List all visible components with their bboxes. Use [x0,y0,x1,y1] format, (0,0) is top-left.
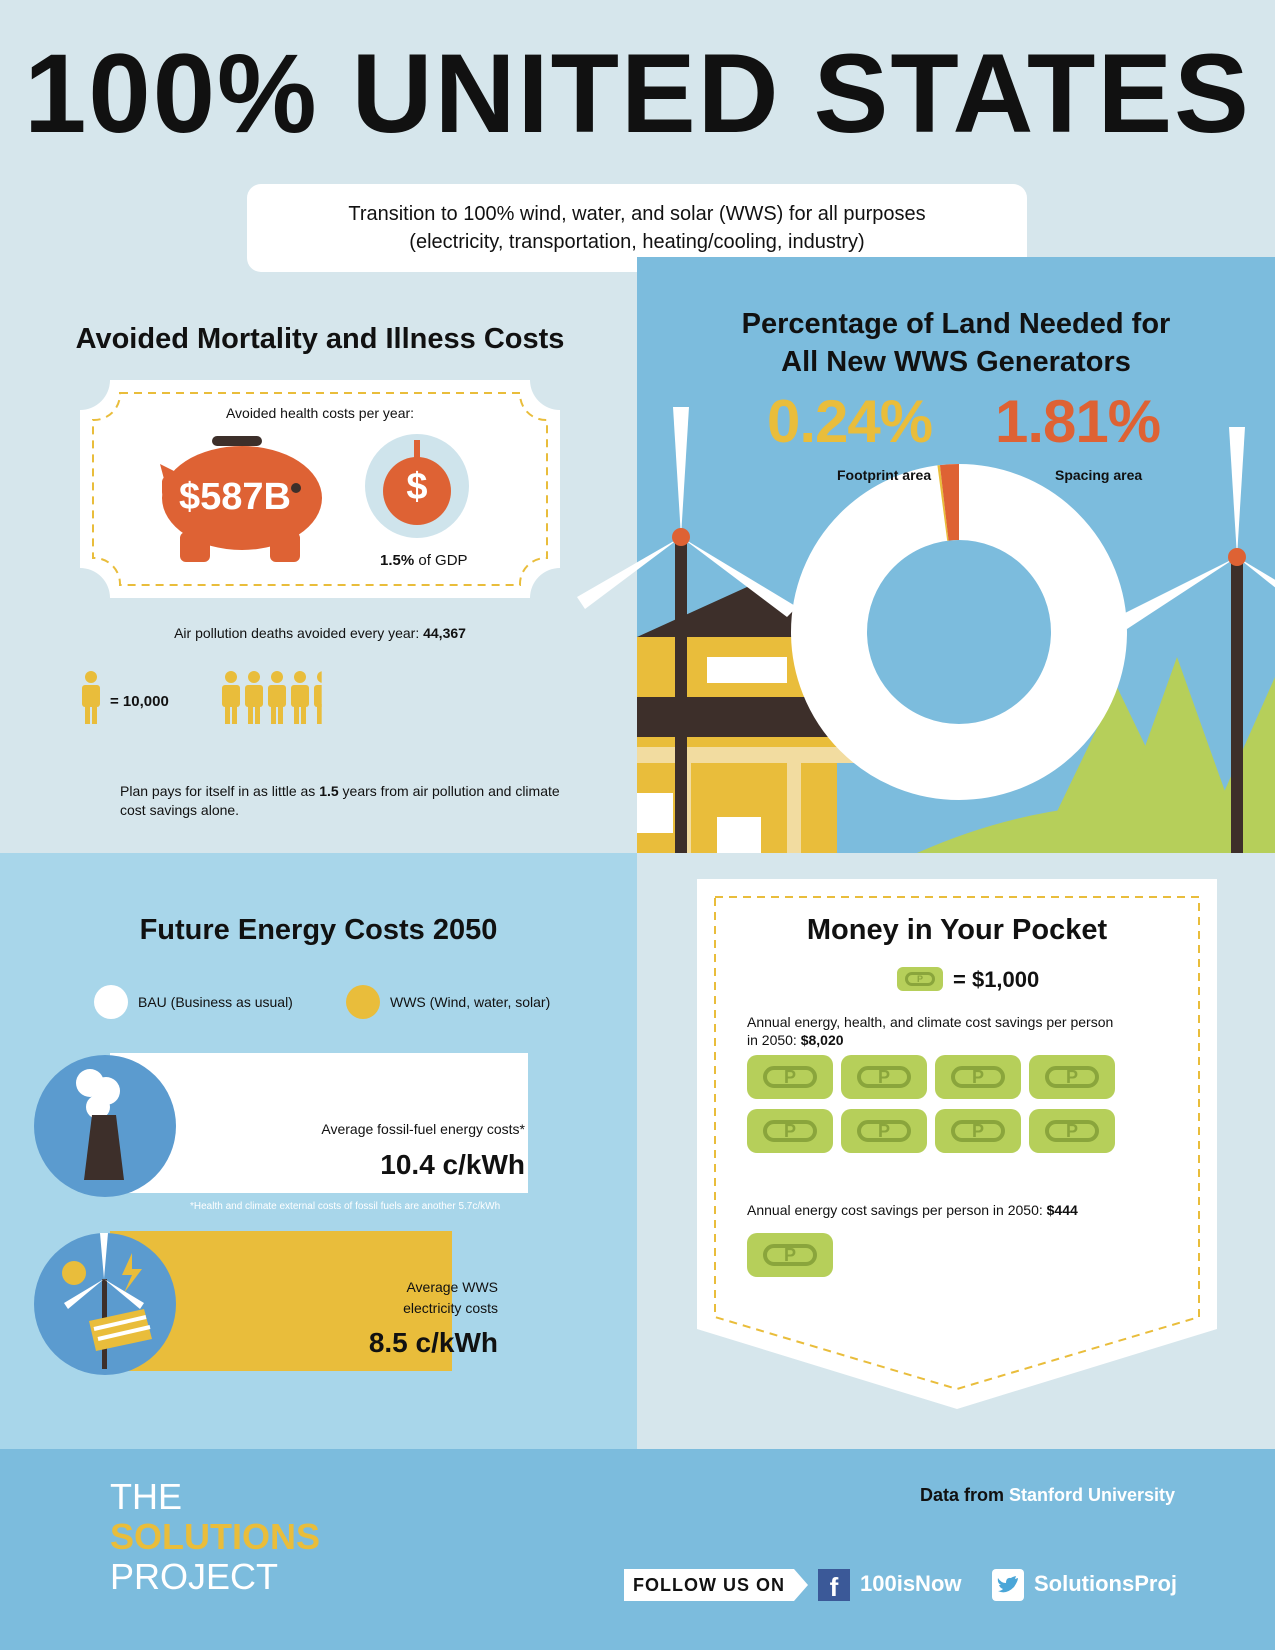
pocket-title: Money in Your Pocket [806,914,1108,946]
twitter-icon[interactable] [992,1569,1024,1601]
wws-label [300,1277,498,1319]
wws-label-line-1: Average WWS [406,1279,498,1295]
pocket-panel [637,853,1275,1449]
money-bill: P [747,1109,833,1153]
person-icon [268,671,286,724]
page-title: 100% UNITED STATES [24,31,1251,156]
deaths-label: Air pollution deaths avoided every year: [174,625,420,641]
health-value: $587B [179,476,291,518]
person-icon [291,671,309,724]
logo [110,1477,320,1597]
payback-years: 1.5 [319,783,339,799]
facebook-link[interactable]: 100isNow [860,1571,962,1596]
money-bill: P [1029,1055,1115,1099]
energy-costs-panel [0,853,637,1449]
energy-savings-value: $444 [1046,1202,1078,1218]
payback-pre: Plan pays for itself in as little as [120,783,320,799]
footprint-label: Footprint area [837,467,932,483]
data-source-link[interactable]: Stanford University [1009,1485,1176,1505]
money-bill: P [841,1055,927,1099]
coin-symbol: $ [406,466,428,508]
health-costs-label: Avoided health costs per year: [225,405,415,421]
logo-line-3: PROJECT [110,1556,279,1597]
person-icon [222,671,240,724]
wws-value: 8.5 c/kWh [368,1327,498,1358]
legend-bau-dot [94,985,128,1019]
land-panel [637,257,1275,853]
money-bill: P [747,1055,833,1099]
land-title [637,305,1275,381]
spacing-value: 1.81% [995,388,1161,455]
data-credit [920,1485,1175,1506]
money-bill: P [935,1055,1021,1099]
subtitle-line-1: Transition to 100% wind, water, and solar (WWS) for all purposes [348,203,926,225]
money-bill: P [1029,1109,1115,1153]
spacing-label: Spacing area [1055,467,1143,483]
logo-line-2: SOLUTIONS [110,1516,321,1557]
costs-title: Future Energy Costs 2050 [139,914,498,946]
savings-value: $8,020 [800,1032,844,1048]
renewables-icon [34,1233,176,1375]
data-from: Data from [920,1485,1010,1505]
land-title-line-1: Percentage of Land Needed for [741,308,1171,340]
follow-us-label: FOLLOW US ON [624,1569,794,1601]
savings-text [747,1013,1167,1049]
bill-unit-label: = $1,000 [953,967,1040,992]
fossil-footnote: *Health and climate external costs of fossil fuels are another 5.7c/kWh [190,1201,501,1212]
bill-unit-icon [897,967,943,991]
footer [0,1449,1275,1650]
twitter-link[interactable]: SolutionsProj [1034,1571,1177,1596]
bill-unit-letter: P [905,972,935,986]
fossil-label: Average fossil-fuel energy costs* [321,1121,525,1137]
payback-line-2: cost savings alone. [120,802,240,818]
person-icon [245,671,263,724]
money-bill: P [841,1109,927,1153]
person-icon [314,671,332,724]
payback-note [120,782,590,820]
partial-bill-letter: P [783,1245,796,1265]
logo-line-1: THE [110,1476,182,1517]
savings-line-2: in 2050: [747,1032,801,1048]
legend-wws-dot [346,985,380,1019]
gdp-value: 1.5% [380,552,415,569]
deaths-value: 44,367 [423,625,466,641]
payback-post: years from air pollution and climate [338,783,560,799]
gdp-label: of GDP [418,552,468,569]
deaths-pictogram [220,670,330,726]
footprint-value: 0.24% [767,388,933,455]
subtitle-line-2: (electricity, transportation, heating/cooling, industry) [409,231,865,253]
legend-wws-label: WWS (Wind, water, solar) [390,994,551,1010]
energy-savings-text [747,1202,1078,1218]
follow-arrow [794,1569,808,1601]
mortality-title: Avoided Mortality and Illness Costs [75,323,565,355]
person-unit-label: = 10,000 [110,693,169,710]
savings-line-1: Annual energy, health, and climate cost savings per person [747,1014,1114,1030]
wws-label-line-2: electricity costs [403,1300,498,1316]
energy-savings-bill [747,1233,796,1277]
legend-bau-label: BAU (Business as usual) [138,994,293,1010]
person-legend-icon [80,670,102,726]
money-bill: P [935,1109,1021,1153]
smokestack-icon [34,1055,176,1197]
energy-savings-label: Annual energy cost savings per person in 2050: [747,1202,1047,1218]
deaths-text [40,625,600,641]
facebook-icon[interactable]: f [818,1569,850,1601]
gdp-text [380,552,468,569]
fossil-value: 10.4 c/kWh [380,1149,525,1180]
land-title-line-2: All New WWS Generators [781,346,1131,378]
